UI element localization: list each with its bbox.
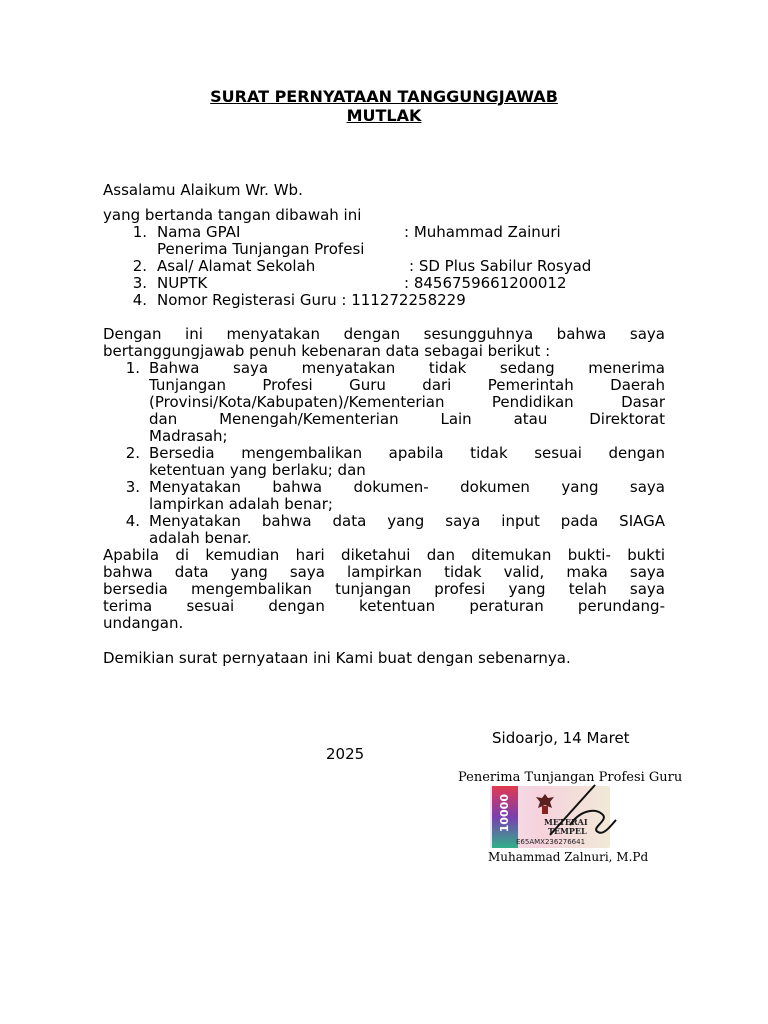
identity-number-2: 2. [132, 257, 147, 275]
point-line: ketentuan yang berlaku; dan [149, 461, 366, 479]
identity-label-name: Nama GPAI [157, 223, 241, 241]
point-line: Madrasah; [149, 427, 228, 445]
identity-number-1: 1. [132, 223, 147, 241]
intro-text: yang bertanda tangan dibawah ini [103, 206, 362, 224]
closing-line: undangan. [103, 614, 184, 632]
place-date: Sidoarjo, 14 Maret [492, 729, 630, 747]
greeting: Assalamu Alaikum Wr. Wb. [103, 181, 303, 199]
point-line: Bahwa saya menyatakan tidak sedang menerima [149, 359, 665, 377]
identity-value-name: : Muhammad Zainuri [404, 223, 561, 241]
stamp-value: 10000 [498, 794, 511, 833]
identity-label-nuptk: NUPTK [157, 274, 208, 292]
identity-label-role: Penerima Tunjangan Profesi [157, 240, 365, 258]
closing-line: bersedia mengembalikan tunjangan profesi yang telah saya [103, 580, 665, 598]
closing-line: Apabila di kemudian hari diketahui dan ditemukan bukti- bukti [103, 546, 665, 564]
document-title-line1: SURAT PERNYATAAN TANGGUNGJAWAB [210, 87, 558, 106]
point-line: Bersedia mengembalikan apabila tidak sesuai dengan [149, 444, 665, 462]
stamp-label-2: TEMPEL [548, 826, 587, 836]
date-year: 2025 [326, 745, 365, 763]
identity-value-nuptk: : 8456759661200012 [404, 274, 567, 292]
point-line: (Provinsi/Kota/Kabupaten)/Kementerian Pendidikan Dasar [149, 393, 665, 411]
signature-role: Penerima Tunjangan Profesi Guru [458, 770, 683, 785]
point-number-1: 1. [125, 359, 140, 377]
closing-line: terima sesuai dengan ketentuan peraturan perundang- [103, 597, 665, 615]
stamp-band [492, 786, 518, 848]
identity-number-3: 3. [132, 274, 147, 292]
statement-line: Dengan ini menyatakan dengan sesungguhnya bahwa saya [103, 325, 665, 343]
final-statement: Demikian surat pernyataan ini Kami buat dengan sebenarnya. [103, 649, 571, 667]
stamp-label-1: METERAI [544, 817, 588, 827]
point-line: Menyatakan bahwa dokumen- dokumen yang saya [149, 478, 665, 496]
point-number-4: 4. [125, 512, 140, 530]
closing-line: bahwa data yang saya lampirkan tidak valid, maka saya [103, 563, 665, 581]
stamp-serial: E65AMX236276641 [516, 838, 586, 846]
handwritten-signature-icon [540, 780, 620, 840]
point-line: lampirkan adalah benar; [149, 495, 333, 513]
point-line: dan Menengah/Kementerian Lain atau Direktorat [149, 410, 665, 428]
point-number-3: 3. [125, 478, 140, 496]
point-line: adalah benar. [149, 529, 252, 547]
point-line: Tunjangan Profesi Guru dari Pemerintah Daerah [149, 376, 665, 394]
identity-value-school: : SD Plus Sabilur Rosyad [409, 257, 592, 275]
identity-label-registration: Nomor Registerasi Guru : 111272258229 [157, 291, 466, 309]
signature-block [420, 770, 710, 866]
statement-line: bertanggungjawab penuh kebenaran data sebagai berikut : [103, 342, 551, 360]
point-number-2: 2. [125, 444, 140, 462]
document-title-line2: MUTLAK [346, 106, 422, 125]
identity-number-4: 4. [132, 291, 147, 309]
identity-label-school: Asal/ Alamat Sekolah [157, 257, 316, 275]
signer-name: Muhammad Zalnuri, M.Pd [488, 850, 649, 864]
point-line: Menyatakan bahwa data yang saya input pada SIAGA [149, 512, 665, 530]
